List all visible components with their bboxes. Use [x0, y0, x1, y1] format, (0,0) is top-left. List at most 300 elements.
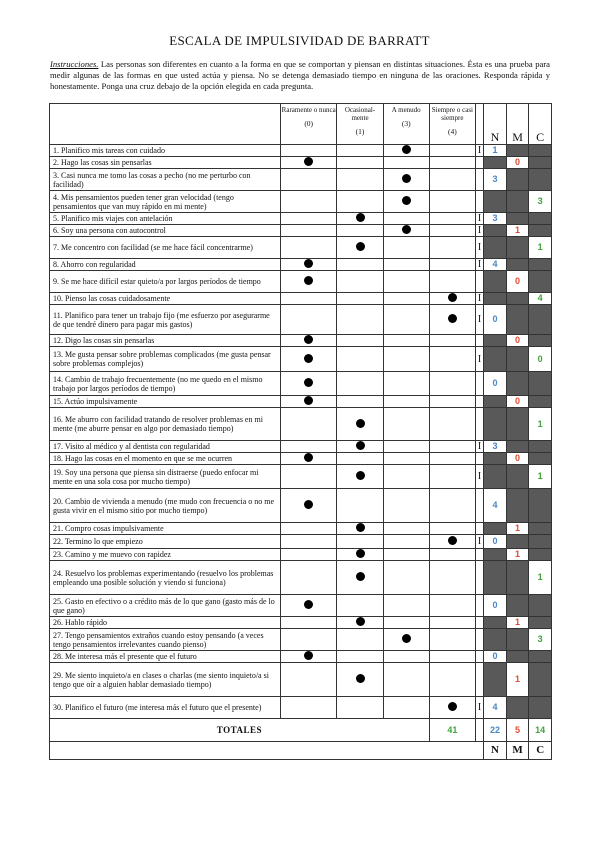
answer-option-2[interactable] — [383, 651, 429, 663]
selected-dot-icon — [356, 213, 365, 222]
score-m: 1 — [506, 549, 529, 561]
selected-dot-icon — [448, 314, 457, 323]
score-n — [484, 465, 507, 489]
selected-dot-icon — [356, 572, 365, 581]
answer-option-0[interactable] — [280, 465, 336, 489]
answer-option-2[interactable] — [383, 595, 429, 617]
answer-option-0[interactable] — [280, 271, 336, 293]
question-row — [50, 237, 552, 259]
score-n — [484, 237, 507, 259]
answer-option-3[interactable] — [429, 617, 475, 629]
selected-dot-icon — [356, 471, 365, 480]
answer-option-3[interactable] — [429, 489, 475, 523]
answer-option-2[interactable] — [383, 213, 429, 225]
answer-option-0[interactable] — [280, 237, 336, 259]
answer-option-0[interactable] — [280, 617, 336, 629]
score-n: 0 — [484, 595, 507, 617]
answer-option-2[interactable] — [383, 305, 429, 335]
column-header-m: M — [506, 104, 529, 145]
score-m — [506, 191, 529, 213]
answer-option-2[interactable] — [383, 396, 429, 408]
question-row — [50, 213, 552, 225]
question-rows — [50, 145, 552, 719]
answer-option-0[interactable] — [280, 629, 336, 651]
answer-option-0[interactable] — [280, 561, 336, 595]
answer-option-3[interactable] — [429, 157, 475, 169]
answer-option-0[interactable] — [280, 225, 336, 237]
question-row — [50, 535, 552, 549]
score-n: 3 — [484, 441, 507, 453]
score-m — [506, 213, 529, 225]
selected-dot-icon — [304, 335, 313, 344]
answer-option-3[interactable] — [429, 595, 475, 617]
row-mark: I — [475, 237, 483, 259]
question-row — [50, 259, 552, 271]
selected-dot-icon — [356, 419, 365, 428]
question-text: 9. Se me hace difícil estar quieto/a por largos períodos de tiempo — [50, 271, 281, 293]
answer-option-0[interactable] — [280, 651, 336, 663]
answer-option-2[interactable] — [383, 523, 429, 535]
answer-option-0[interactable] — [280, 145, 336, 157]
answer-option-3[interactable] — [429, 465, 475, 489]
option-label: Siempre o casi siempre — [431, 106, 473, 122]
question-text: 8. Ahorro con regularidad — [50, 259, 281, 271]
selected-dot-icon — [448, 536, 457, 545]
answer-option-1[interactable] — [337, 697, 383, 719]
instructions-label: Instrucciones. — [50, 59, 99, 69]
answer-option-1[interactable] — [337, 213, 383, 225]
score-c — [529, 213, 552, 225]
question-text: 30. Planifico el futuro (me interesa más el futuro que el presente) — [50, 697, 281, 719]
answer-option-3[interactable] — [429, 408, 475, 441]
question-text: 20. Cambio de vivienda a menudo (me mudo con frecuencia o no me gusta vivir en el mismo sitio por mucho tiempo) — [50, 489, 281, 523]
answer-option-2[interactable] — [383, 489, 429, 523]
selected-dot-icon — [304, 157, 313, 166]
answer-option-3[interactable] — [429, 335, 475, 347]
score-c — [529, 489, 552, 523]
score-c — [529, 549, 552, 561]
header-row — [50, 104, 552, 145]
row-mark — [475, 561, 483, 595]
answer-option-2[interactable] — [383, 225, 429, 237]
answer-option-3[interactable] — [429, 697, 475, 719]
answer-option-1[interactable] — [337, 191, 383, 213]
answer-option-2[interactable] — [383, 617, 429, 629]
question-text: 12. Digo las cosas sin pensarlas — [50, 335, 281, 347]
question-row — [50, 225, 552, 237]
answer-option-1[interactable] — [337, 523, 383, 535]
question-text: 2. Hago las cosas sin pensarlas — [50, 157, 281, 169]
score-c — [529, 225, 552, 237]
row-mark — [475, 523, 483, 535]
answer-option-2[interactable] — [383, 335, 429, 347]
question-row — [50, 335, 552, 347]
score-m — [506, 629, 529, 651]
question-text: 1. Planifico mis tareas con cuidado — [50, 145, 281, 157]
answer-option-2[interactable] — [383, 271, 429, 293]
question-row — [50, 169, 552, 191]
answer-option-0[interactable] — [280, 489, 336, 523]
score-n — [484, 347, 507, 372]
score-m — [506, 561, 529, 595]
answer-option-3[interactable] — [429, 523, 475, 535]
row-mark — [475, 335, 483, 347]
row-mark: I — [475, 213, 483, 225]
row-mark — [475, 651, 483, 663]
instructions — [50, 59, 550, 92]
total-c: 14 — [529, 719, 552, 742]
score-m — [506, 441, 529, 453]
answer-option-1[interactable] — [337, 629, 383, 651]
option-header-0 — [280, 104, 336, 145]
answer-option-0[interactable] — [280, 335, 336, 347]
score-c — [529, 259, 552, 271]
question-text: 27. Tengo pensamientos extraños cuando estoy pensando (a veces tengo pensamientos irrelevantes cuando pienso) — [50, 629, 281, 651]
score-m — [506, 259, 529, 271]
answer-option-3[interactable] — [429, 213, 475, 225]
answer-option-2[interactable] — [383, 191, 429, 213]
score-m — [506, 169, 529, 191]
answer-option-3[interactable] — [429, 651, 475, 663]
answer-option-1[interactable] — [337, 271, 383, 293]
answer-option-2[interactable] — [383, 408, 429, 441]
score-n: 0 — [484, 372, 507, 396]
question-row — [50, 697, 552, 719]
score-m: 1 — [506, 663, 529, 697]
option-label: Ocasional-mente — [344, 106, 376, 122]
score-m — [506, 535, 529, 549]
question-text: 18. Hago las cosas en el momento en que se me ocurren — [50, 453, 281, 465]
option-label: Raramente o nunca — [281, 106, 336, 114]
row-mark: I — [475, 293, 483, 305]
score-n: 0 — [484, 651, 507, 663]
selected-dot-icon — [356, 617, 365, 626]
totals-mark-cell — [475, 719, 483, 742]
page-title: ESCALA DE IMPULSIVIDAD DE BARRATT — [169, 33, 430, 48]
answer-option-2[interactable] — [383, 169, 429, 191]
answer-option-1[interactable] — [337, 372, 383, 396]
score-c: 0 — [529, 347, 552, 372]
score-c — [529, 157, 552, 169]
answer-option-1[interactable] — [337, 441, 383, 453]
score-n — [484, 549, 507, 561]
selected-dot-icon — [356, 523, 365, 532]
answer-option-3[interactable] — [429, 347, 475, 372]
score-c: 3 — [529, 629, 552, 651]
score-m: 1 — [506, 617, 529, 629]
question-text: 29. Me siento inquieto/a en clases o charlas (me siento inquieto/a si tengo que oír a alguien hablar demasiado tiempo) — [50, 663, 281, 697]
score-c — [529, 663, 552, 697]
score-c: 1 — [529, 237, 552, 259]
answer-option-0[interactable] — [280, 191, 336, 213]
question-text: 4. Mis pensamientos pueden tener gran velocidad (tengo pensamientos que van muy rápido en mi mente) — [50, 191, 281, 213]
answer-option-0[interactable] — [280, 213, 336, 225]
score-m — [506, 595, 529, 617]
answer-option-2[interactable] — [383, 157, 429, 169]
question-text: 10. Pienso las cosas cuidadosamente — [50, 293, 281, 305]
footer-blank — [50, 742, 484, 760]
score-c — [529, 271, 552, 293]
score-n: 0 — [484, 535, 507, 549]
score-n — [484, 396, 507, 408]
question-text: 16. Me aburro con facilidad tratando de resolver problemas en mi mente (me aburre pensar en algo por demasiado tiempo) — [50, 408, 281, 441]
answer-option-2[interactable] — [383, 372, 429, 396]
answer-option-1[interactable] — [337, 549, 383, 561]
answer-option-2[interactable] — [383, 259, 429, 271]
row-mark: I — [475, 697, 483, 719]
answer-option-1[interactable] — [337, 335, 383, 347]
option-value: (0) — [304, 119, 314, 128]
answer-option-1[interactable] — [337, 561, 383, 595]
score-m — [506, 145, 529, 157]
selected-dot-icon — [304, 500, 313, 509]
answer-option-3[interactable] — [429, 293, 475, 305]
selected-dot-icon — [304, 600, 313, 609]
score-n: 3 — [484, 169, 507, 191]
row-mark — [475, 396, 483, 408]
question-row — [50, 465, 552, 489]
answer-option-3[interactable] — [429, 453, 475, 465]
answer-option-0[interactable] — [280, 396, 336, 408]
score-c — [529, 441, 552, 453]
answer-option-0[interactable] — [280, 408, 336, 441]
score-m: 0 — [506, 157, 529, 169]
answer-option-0[interactable] — [280, 305, 336, 335]
question-text: 11. Planifico para tener un trabajo fijo (me esfuerzo por asegurarme de que tendré dinero para pagar mis gastos) — [50, 305, 281, 335]
question-row — [50, 595, 552, 617]
answer-option-1[interactable] — [337, 157, 383, 169]
answer-option-1[interactable] — [337, 145, 383, 157]
score-n — [484, 617, 507, 629]
answer-option-3[interactable] — [429, 629, 475, 651]
answer-option-3[interactable] — [429, 663, 475, 697]
total-n: 22 — [484, 719, 507, 742]
answer-option-1[interactable] — [337, 663, 383, 697]
answer-option-3[interactable] — [429, 396, 475, 408]
row-mark — [475, 629, 483, 651]
question-row — [50, 408, 552, 441]
answer-option-0[interactable] — [280, 535, 336, 549]
answer-option-0[interactable] — [280, 157, 336, 169]
answer-option-1[interactable] — [337, 347, 383, 372]
score-m — [506, 489, 529, 523]
answer-option-0[interactable] — [280, 453, 336, 465]
answer-option-1[interactable] — [337, 535, 383, 549]
score-c: 1 — [529, 408, 552, 441]
answer-option-3[interactable] — [429, 549, 475, 561]
answer-option-3[interactable] — [429, 441, 475, 453]
answer-option-3[interactable] — [429, 237, 475, 259]
answer-option-1[interactable] — [337, 237, 383, 259]
question-text: 3. Casi nunca me tomo las cosas a pecho (no me perturbo con facilidad) — [50, 169, 281, 191]
answer-option-0[interactable] — [280, 441, 336, 453]
answer-option-1[interactable] — [337, 396, 383, 408]
question-row — [50, 305, 552, 335]
selected-dot-icon — [304, 276, 313, 285]
answer-option-2[interactable] — [383, 453, 429, 465]
question-row — [50, 191, 552, 213]
answer-option-0[interactable] — [280, 663, 336, 697]
answer-option-3[interactable] — [429, 145, 475, 157]
answer-option-3[interactable] — [429, 169, 475, 191]
question-row — [50, 629, 552, 651]
selected-dot-icon — [304, 396, 313, 405]
option-value: (3) — [401, 119, 411, 128]
score-c — [529, 335, 552, 347]
score-n — [484, 225, 507, 237]
option-value: (1) — [355, 127, 365, 136]
answer-option-3[interactable] — [429, 305, 475, 335]
answer-option-3[interactable] — [429, 225, 475, 237]
score-c — [529, 145, 552, 157]
answer-option-0[interactable] — [280, 372, 336, 396]
answer-option-2[interactable] — [383, 663, 429, 697]
answer-option-1[interactable] — [337, 465, 383, 489]
score-c: 1 — [529, 561, 552, 595]
option-header-3 — [429, 104, 475, 145]
question-text: 6. Soy una persona con autocontrol — [50, 225, 281, 237]
answer-option-2[interactable] — [383, 535, 429, 549]
question-text: 14. Cambio de trabajo frecuentemente (no me quedo en el mismo trabajo por largos períodos de tiempo) — [50, 372, 281, 396]
answer-option-0[interactable] — [280, 259, 336, 271]
answer-option-1[interactable] — [337, 617, 383, 629]
answer-option-1[interactable] — [337, 293, 383, 305]
answer-option-0[interactable] — [280, 293, 336, 305]
selected-dot-icon — [402, 225, 411, 234]
question-row — [50, 372, 552, 396]
score-m: 0 — [506, 271, 529, 293]
question-row — [50, 157, 552, 169]
answer-option-3[interactable] — [429, 535, 475, 549]
answer-option-2[interactable] — [383, 697, 429, 719]
question-text: 15. Actúo impulsivamente — [50, 396, 281, 408]
option-label: A menudo — [391, 106, 421, 114]
answer-option-2[interactable] — [383, 347, 429, 372]
score-c — [529, 595, 552, 617]
answer-option-1[interactable] — [337, 489, 383, 523]
score-c — [529, 169, 552, 191]
score-n — [484, 453, 507, 465]
answer-option-2[interactable] — [383, 293, 429, 305]
question-row — [50, 453, 552, 465]
answer-option-1[interactable] — [337, 225, 383, 237]
score-n — [484, 663, 507, 697]
answer-option-1[interactable] — [337, 169, 383, 191]
score-m: 0 — [506, 453, 529, 465]
selected-dot-icon — [356, 674, 365, 683]
answer-option-1[interactable] — [337, 595, 383, 617]
question-text: 17. Visito al médico y al dentista con regularidad — [50, 441, 281, 453]
score-m — [506, 697, 529, 719]
footer-row — [50, 742, 552, 760]
questionnaire-sheet — [49, 103, 552, 801]
score-n — [484, 191, 507, 213]
score-c — [529, 617, 552, 629]
question-row — [50, 347, 552, 372]
answer-option-3[interactable] — [429, 271, 475, 293]
answer-option-0[interactable] — [280, 169, 336, 191]
score-n — [484, 629, 507, 651]
answer-option-2[interactable] — [383, 549, 429, 561]
question-row — [50, 293, 552, 305]
score-m: 0 — [506, 335, 529, 347]
answer-option-0[interactable] — [280, 697, 336, 719]
answer-option-2[interactable] — [383, 237, 429, 259]
score-m — [506, 293, 529, 305]
score-m — [506, 408, 529, 441]
row-mark — [475, 663, 483, 697]
answer-option-1[interactable] — [337, 453, 383, 465]
option-value: (4) — [448, 127, 457, 136]
score-n — [484, 335, 507, 347]
row-mark — [475, 453, 483, 465]
score-n — [484, 561, 507, 595]
score-n — [484, 157, 507, 169]
footer-n: N — [484, 742, 507, 760]
answer-option-1[interactable] — [337, 259, 383, 271]
question-row — [50, 549, 552, 561]
score-c — [529, 535, 552, 549]
row-mark — [475, 617, 483, 629]
instructions-text: Las personas son diferentes en cuanto a la forma en que se comportan y piensan en distintas situaciones. Ésta es una prueba para medir algunas de las formas en que usted actúa y piensa. No se detenga demasiado tiempo en ninguna de las oraciones. Responda rápida y honestamente. Ponga una cruz debajo de la opción elegida en cada pregunta. — [50, 59, 550, 91]
column-header-n: N — [484, 104, 507, 145]
score-n — [484, 523, 507, 535]
question-text: 19. Soy una persona que piensa sin distraerse (puedo enfocar mi mente en una sola cosa por mucho tiempo) — [50, 465, 281, 489]
selected-dot-icon — [402, 145, 411, 154]
row-mark — [475, 595, 483, 617]
row-mark — [475, 549, 483, 561]
score-c: 4 — [529, 293, 552, 305]
question-text: 22. Termino lo que empiezo — [50, 535, 281, 549]
row-mark — [475, 489, 483, 523]
answer-option-3[interactable] — [429, 191, 475, 213]
answer-option-0[interactable] — [280, 523, 336, 535]
score-c — [529, 453, 552, 465]
answer-option-0[interactable] — [280, 347, 336, 372]
answer-option-1[interactable] — [337, 305, 383, 335]
totals-label: TOTALES — [50, 719, 430, 742]
score-n: 1 — [484, 145, 507, 157]
score-c — [529, 372, 552, 396]
answer-option-3[interactable] — [429, 372, 475, 396]
answer-option-2[interactable] — [383, 629, 429, 651]
option-header-1 — [337, 104, 383, 145]
score-c: 1 — [529, 465, 552, 489]
answer-option-3[interactable] — [429, 561, 475, 595]
answer-option-2[interactable] — [383, 465, 429, 489]
answer-option-1[interactable] — [337, 651, 383, 663]
answer-option-2[interactable] — [383, 145, 429, 157]
selected-dot-icon — [304, 354, 313, 363]
answer-option-2[interactable] — [383, 561, 429, 595]
mark-header — [475, 104, 483, 145]
row-mark: I — [475, 347, 483, 372]
answer-option-0[interactable] — [280, 549, 336, 561]
question-text: 28. Me interesa más el presente que el futuro — [50, 651, 281, 663]
answer-option-2[interactable] — [383, 441, 429, 453]
score-c — [529, 651, 552, 663]
score-m — [506, 651, 529, 663]
score-m — [506, 347, 529, 372]
answer-option-3[interactable] — [429, 259, 475, 271]
score-m — [506, 465, 529, 489]
score-m — [506, 237, 529, 259]
totals-sum: 41 — [429, 719, 475, 742]
row-mark — [475, 169, 483, 191]
answer-option-1[interactable] — [337, 408, 383, 441]
row-mark: I — [475, 225, 483, 237]
answer-option-0[interactable] — [280, 595, 336, 617]
